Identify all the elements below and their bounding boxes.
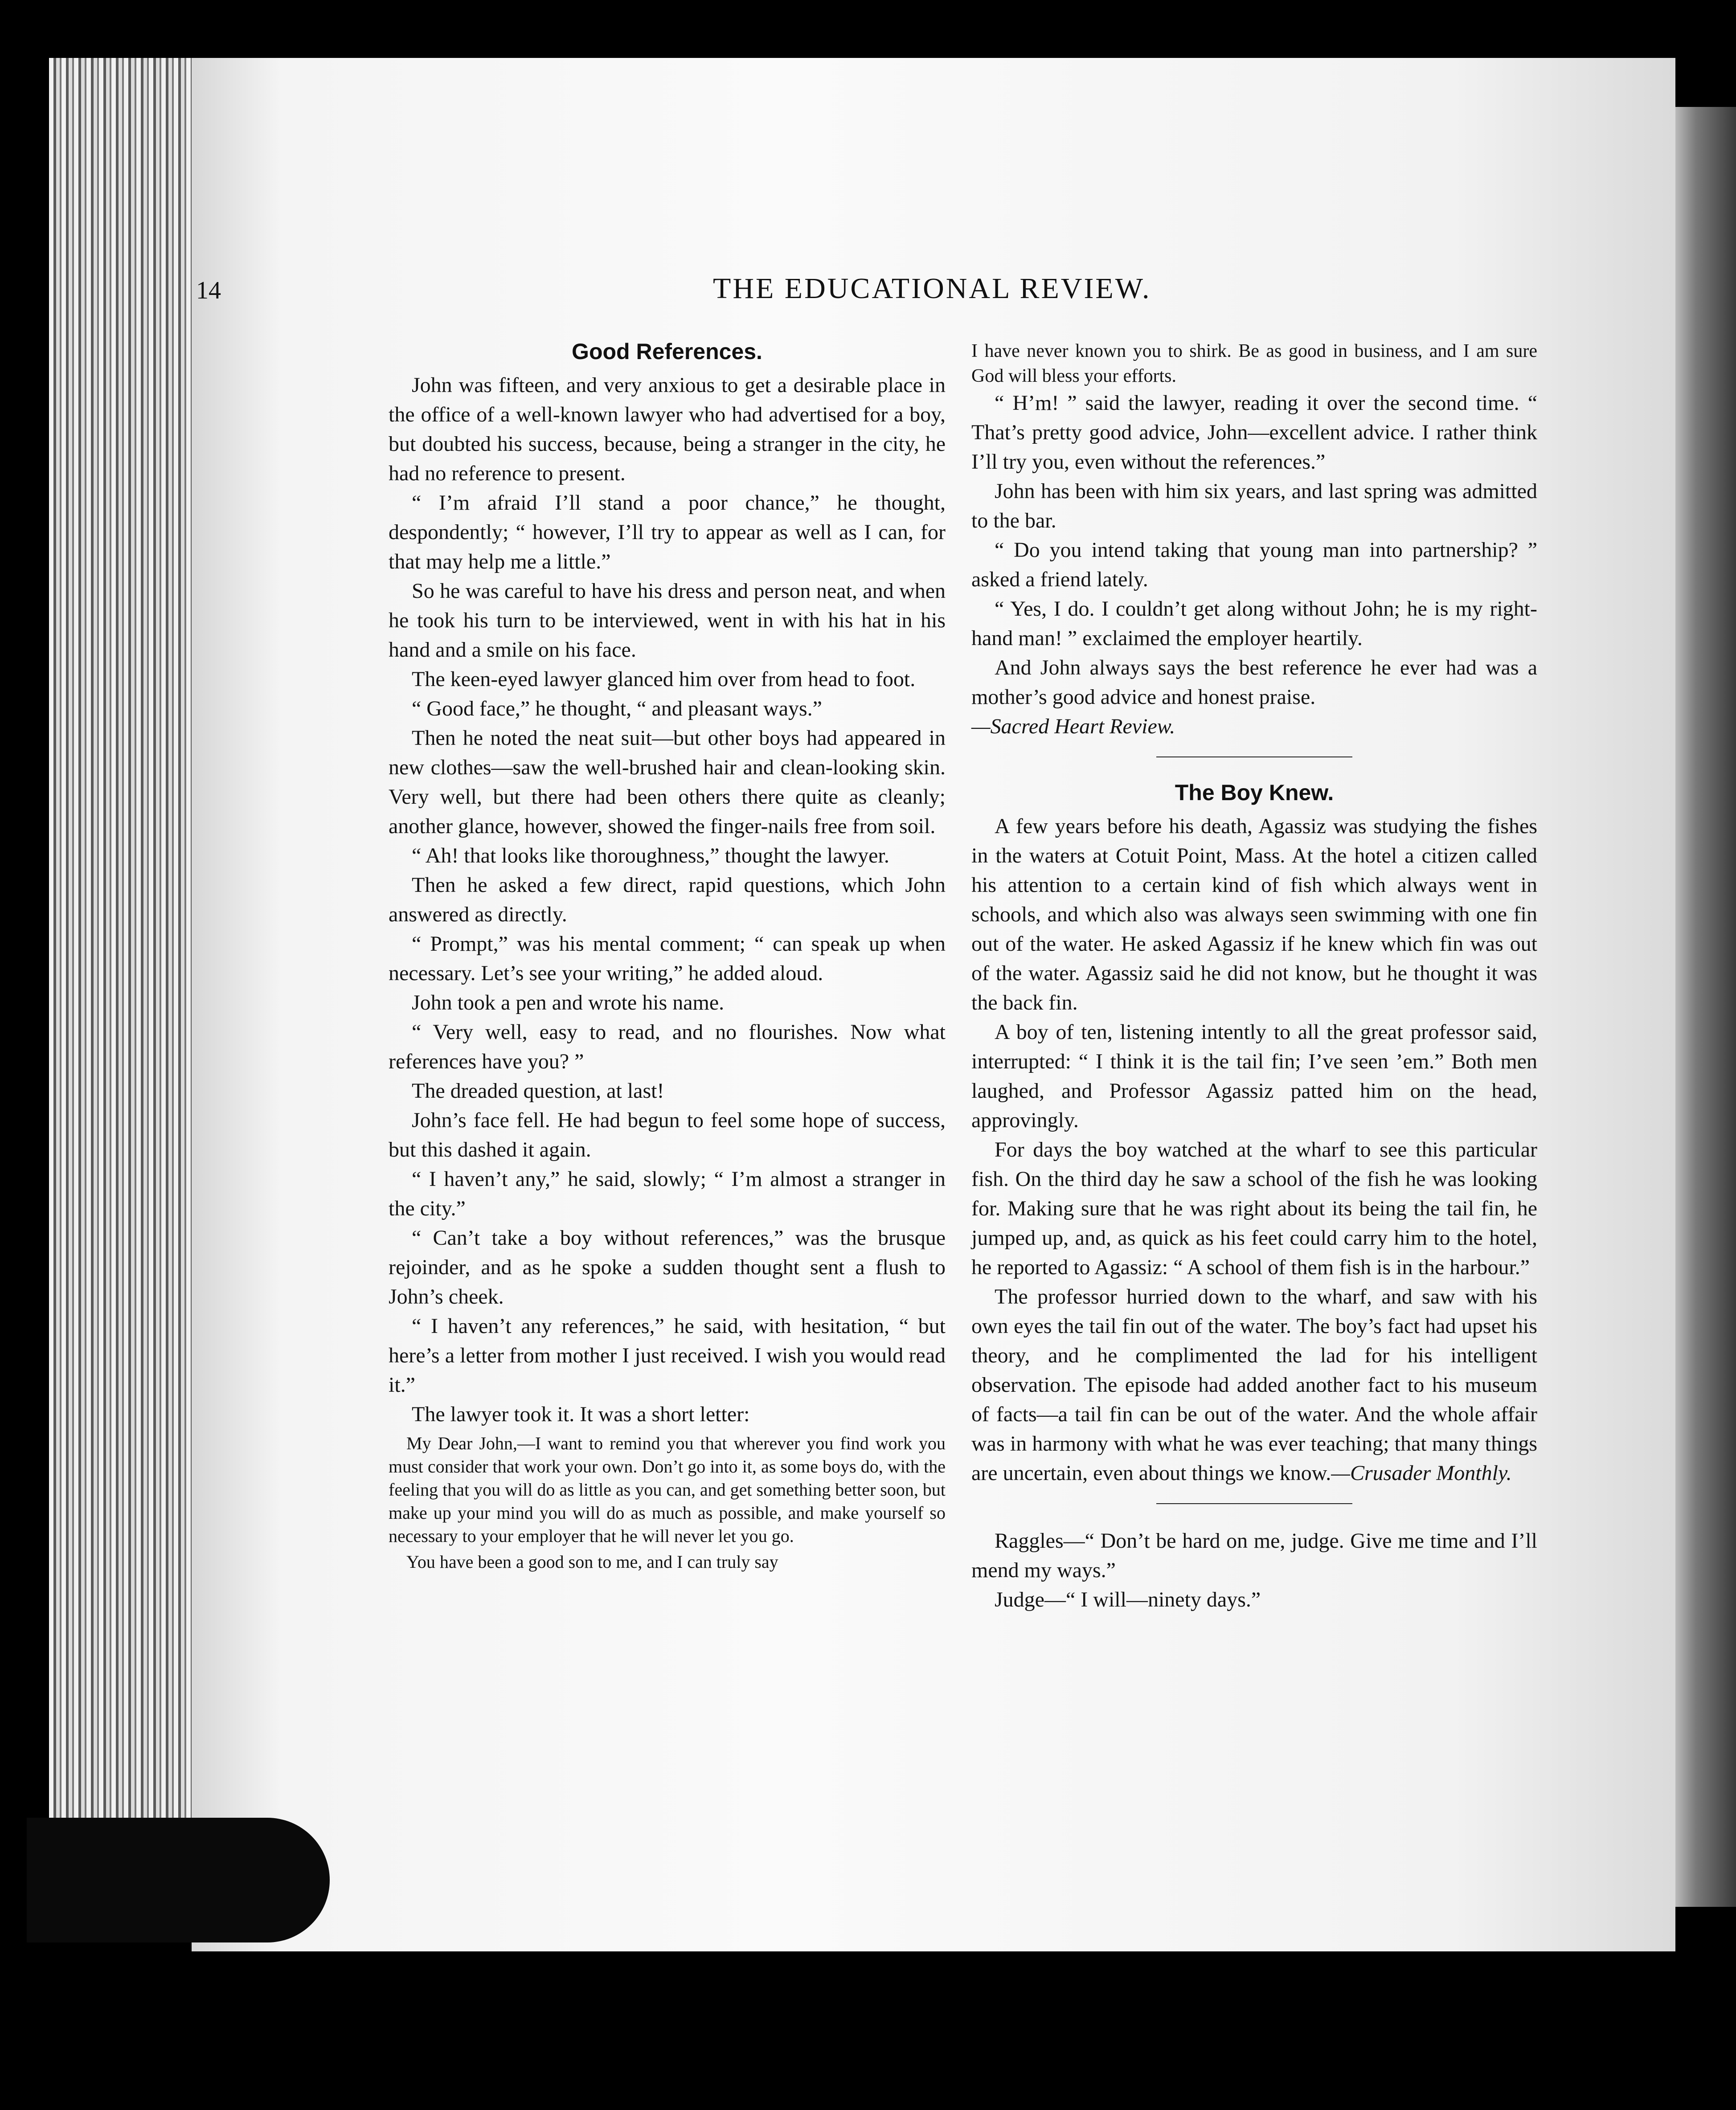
paragraph: A few years before his death, Agassiz was studying the fishes in the waters at Cotuit Point, Mass. At the hotel a citizen called his attention to a certain kind of fish which always went in schools, and which also was always seen swimming with one fin out of the water. He asked Agassiz if he knew which fin was out of the water. Agassiz said he did not know, but he thought it was the back fin. [971,814,1537,1014]
paragraph: Then he asked a few direct, rapid questions, which John answered as directly. [389,873,946,926]
paragraph: The professor hurried down to the wharf, and saw with his own eyes the tail fin out of the water. The boy’s fact had upset his theory, and he complimented the lad for his intelligent observation. The episode had added another fact to his museum of facts—a tail fin can be out of the water. And the whole affair was in harmony with what he was ever teaching; that many things are uncertain, even about things we know.—Crusader Monthly. [971,1285,1537,1485]
paragraph: “ I’m afraid I’ll stand a poor chance,” he thought, despondently; “ however, I’ll try to appear as well as I can, for that may help me a little.” [389,491,946,573]
letter-paragraph: My Dear John,—I want to remind you that wherever you find work you must consider that work your own. Don’t go into it, as some boys do, with the feeling that you will do as little as you can, and get something better soon, but make up your mind you will do as much as possible, and make yourself so necessary to your employer that he will never let you go. [389,1433,946,1546]
joke-line: Judge—“ I will—ninety days.” [995,1588,1261,1611]
facing-page-edge [1669,107,1736,1907]
paragraph: “ I haven’t any,” he said, slowly; “ I’m almost a stranger in the city.” [389,1167,946,1220]
book-page-edges [49,58,196,1885]
paragraph: “ Yes, I do. I couldn’t get along without John; he is my right-hand man! ” exclaimed the employer heartily. [971,597,1537,650]
letter-paragraph: You have been a good son to me, and I can truly say [406,1552,778,1572]
paragraph: The keen-eyed lawyer glanced him over from head to foot. [412,667,916,691]
letter-continuation: I have never known you to shirk. Be as good in business, and I am sure God will bless your efforts. [971,341,1537,386]
paragraph: “ Very well, easy to read, and no flourishes. Now what references have you? ” [389,1020,946,1073]
paragraph: John has been with him six years, and last spring was admitted to the bar. [971,479,1537,532]
article-heading-good-references: Good References. [572,339,762,364]
paragraph: And John always says the best reference he ever had was a mother’s good advice and honest praise. [971,656,1537,709]
paragraph: “ Good face,” he thought, “ and pleasant ways.” [412,697,822,720]
left-column [389,339,946,1574]
article-heading-boy-knew: The Boy Knew. [1175,780,1334,805]
paragraph: For days the boy watched at the wharf to see this particular fish. On the third day he saw a school of the fish he was looking for. Making sure that he was right about its being the tail fin, he jumped up, and, as quick as his feet could carry him to the hotel, he reported to Agassiz: “ A school of them fish is in the harbour.” [971,1138,1537,1279]
paragraph: “ Prompt,” was his mental comment; “ can speak up when necessary. Let’s see your writing,” he added aloud. [389,932,946,985]
paragraph: John was fifteen, and very anxious to get a desirable place in the office of a well-known lawyer who had advertised for a boy, but doubted his success, because, being a stranger in the city, he had no reference to present. [389,373,946,485]
thumb-shadow [27,1818,330,1942]
section-divider [1156,1503,1352,1504]
joke-line: Raggles—“ Don’t be hard on me, judge. Give me time and I’ll mend my ways.” [971,1529,1537,1582]
section-divider [1156,756,1352,757]
paragraph: “ H’m! ” said the lawyer, reading it over the second time. “ That’s pretty good advice, John—excellent advice. I rather think I’ll try you, even without the references.” [971,391,1537,474]
paragraph: “ Do you intend taking that young man into partnership? ” asked a friend lately. [971,538,1537,591]
paragraph: So he was careful to have his dress and person neat, and when he took his turn to be interviewed, went in with his hat in his hand and a smile on his face. [389,579,946,662]
source-credit: —Sacred Heart Review. [971,715,1175,738]
paragraph: A boy of ten, listening intently to all the great professor said, interrupted: “ I think it is the tail fin; I’ve seen ’em.” Both men laughed, and Professor Agassiz patted him on the head, approvingly. [971,1020,1537,1132]
right-column [971,339,1537,1615]
paragraph: John’s face fell. He had begun to feel some hope of success, but this dashed it again. [389,1108,946,1161]
paragraph: The dreaded question, at last! [412,1079,664,1103]
running-title: THE EDUCATIONAL REVIEW. [713,272,1151,305]
paragraph: “ Can’t take a boy without references,” was the brusque rejoinder, and as he spoke a sudden thought sent a flush to John’s cheek. [389,1226,946,1309]
paragraph: “ Ah! that looks like thoroughness,” thought the lawyer. [412,844,889,867]
page-number: 14 [196,277,221,304]
paragraph: Then he noted the neat suit—but other boys had appeared in new clothes—saw the well-brushed hair and clean-looking skin. Very well, but there had been others there quite as cleanly; another glance, however, showed the finger-nails free from soil. [389,726,946,838]
paragraph: The lawyer took it. It was a short letter: [412,1403,750,1426]
source-credit: —Crusader Monthly. [1331,1461,1512,1485]
paragraph: John took a pen and wrote his name. [412,991,725,1014]
paragraph: “ I haven’t any references,” he said, with hesitation, “ but here’s a letter from mother I just received. I wish you would read it.” [389,1314,946,1397]
